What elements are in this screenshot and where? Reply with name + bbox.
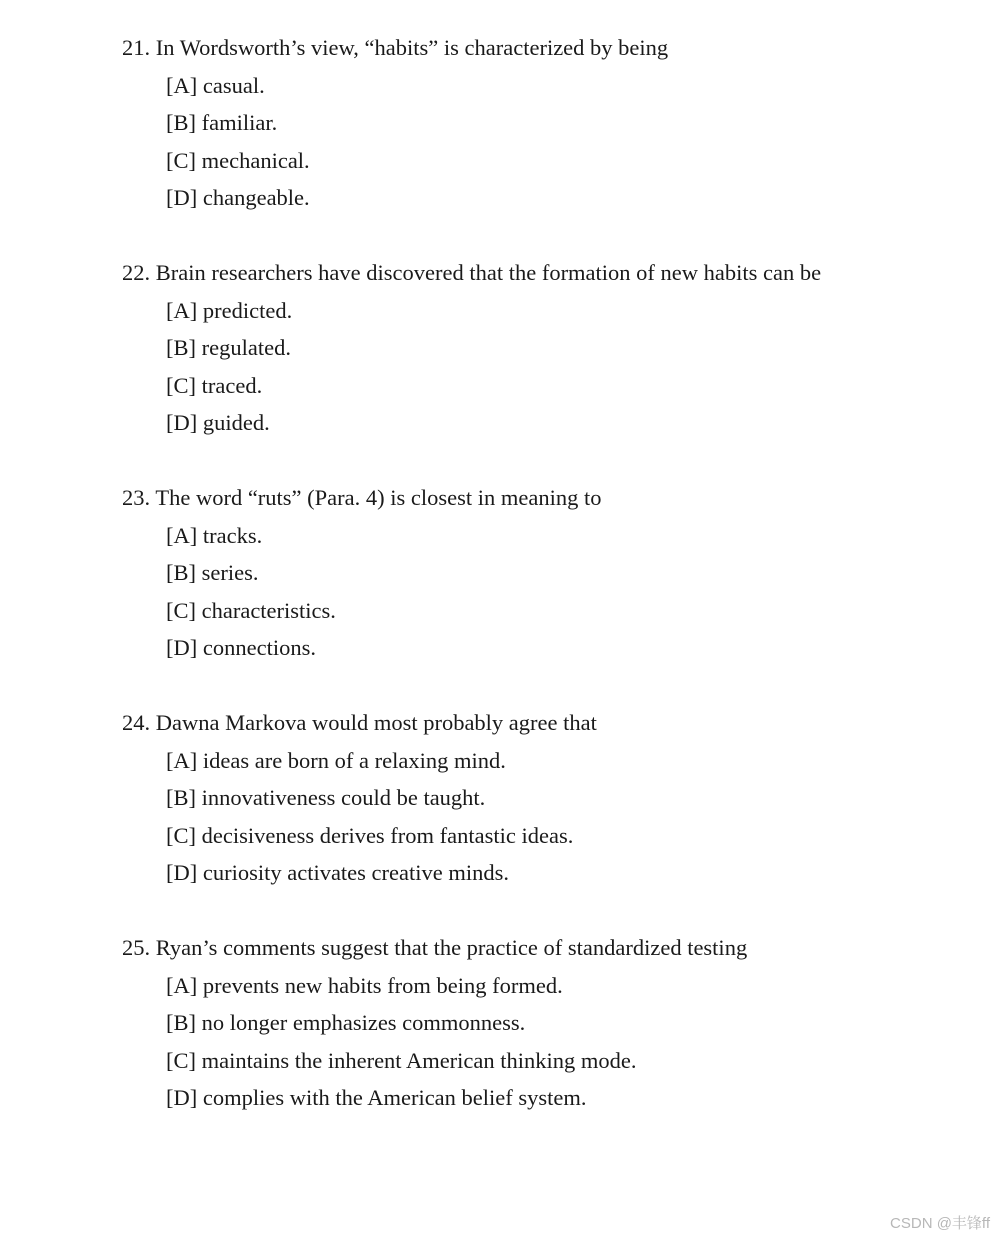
option-c: [C] maintains the inherent American thinking mode.	[166, 1047, 637, 1073]
option-list	[122, 298, 962, 437]
option-a: [A] predicted.	[166, 297, 293, 323]
question-25	[122, 935, 962, 1111]
csdn-watermark: CSDN @丰锋ff	[890, 1215, 990, 1232]
option-a: [A] prevents new habits from being formed.	[166, 972, 563, 998]
option-a: [A] casual.	[166, 72, 265, 98]
option-b: [B] familiar.	[166, 110, 278, 135]
option-d: [D] curiosity activates creative minds.	[166, 860, 510, 885]
option-a: [A] ideas are born of a relaxing mind.	[166, 747, 506, 773]
option-list	[122, 748, 962, 887]
option-list	[122, 523, 962, 662]
option-d: [D] guided.	[166, 410, 270, 435]
option-c: [C] mechanical.	[166, 147, 310, 173]
option-b: [B] no longer emphasizes commonness.	[166, 1010, 526, 1035]
option-list	[122, 973, 962, 1112]
option-c: [C] traced.	[166, 372, 263, 398]
option-d: [D] connections.	[166, 635, 316, 660]
question-22	[122, 260, 962, 436]
question-stem: 24. Dawna Markova would most probably agree that	[122, 710, 597, 735]
question-24	[122, 710, 962, 886]
question-23	[122, 485, 962, 661]
question-stem: 21. In Wordsworth’s view, “habits” is characterized by being	[122, 35, 669, 60]
option-c: [C] characteristics.	[166, 597, 336, 623]
option-c: [C] decisiveness derives from fantastic ideas.	[166, 822, 574, 848]
option-a: [A] tracks.	[166, 522, 263, 548]
option-list	[122, 73, 962, 212]
option-b: [B] innovativeness could be taught.	[166, 785, 486, 810]
option-b: [B] series.	[166, 560, 259, 585]
question-stem: 23. The word “ruts” (Para. 4) is closest in meaning to	[122, 485, 602, 510]
option-b: [B] regulated.	[166, 335, 291, 360]
option-d: [D] complies with the American belief system.	[166, 1085, 587, 1110]
question-stem: 25. Ryan’s comments suggest that the practice of standardized testing	[122, 935, 748, 960]
question-stem: 22. Brain researchers have discovered that the formation of new habits can be	[122, 260, 822, 285]
option-d: [D] changeable.	[166, 185, 310, 210]
question-21	[122, 35, 962, 211]
